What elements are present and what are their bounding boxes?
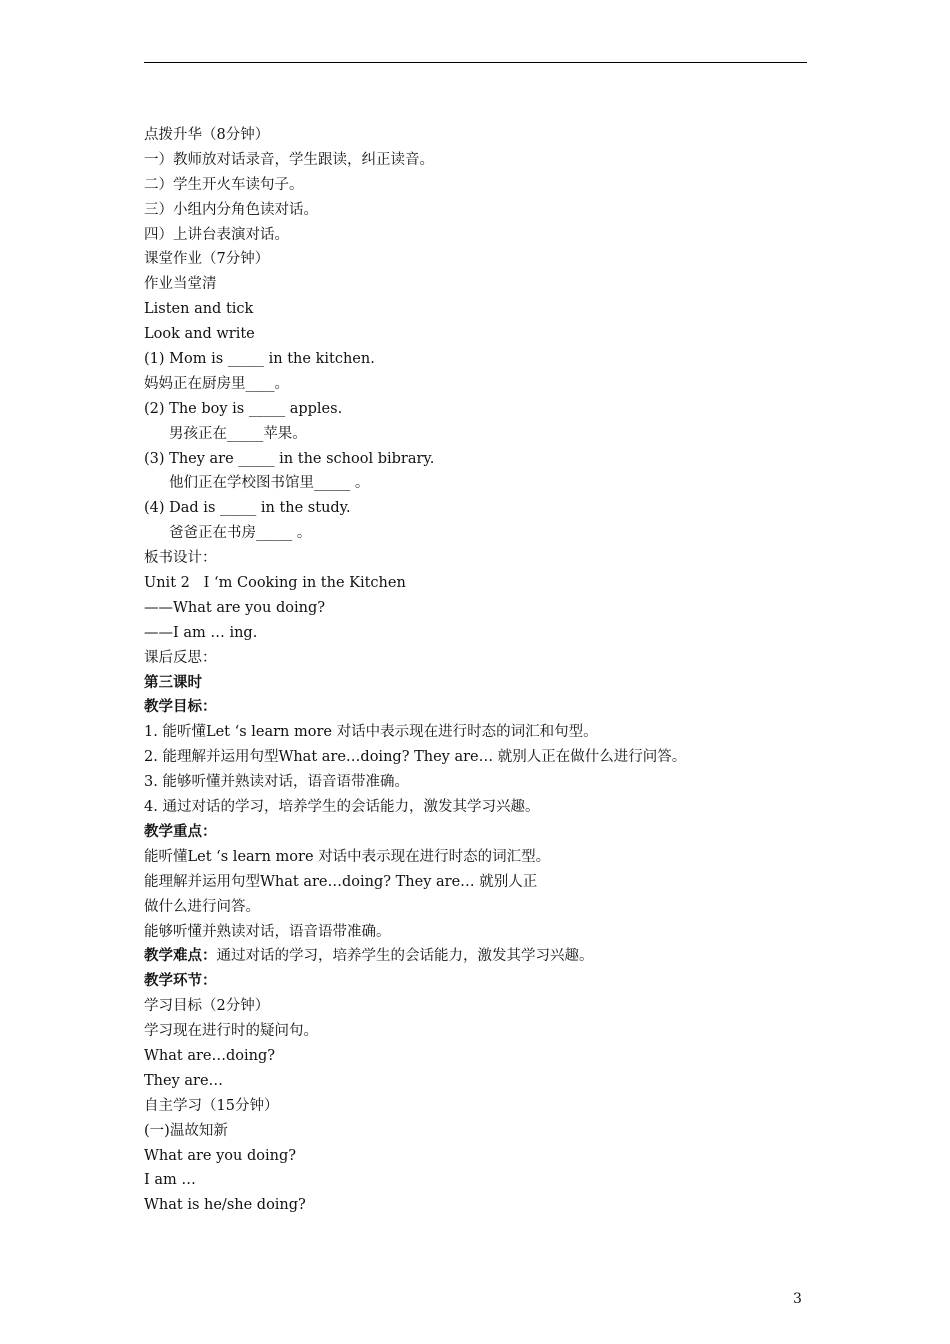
objective-item: 3. 能够听懂并熟读对话，语音语带准确。 bbox=[144, 774, 409, 791]
exercise-item: (1) Mom is _____ in the kitchen. bbox=[144, 351, 375, 368]
objective-item: 1. 能听懂Let ‘s learn more 对话中表示现在进行时态的词汇和句型。 bbox=[144, 724, 598, 741]
text-line: 二）学生开火车读句子。 bbox=[144, 176, 304, 193]
text-line: They are… bbox=[144, 1072, 224, 1089]
document-body bbox=[144, 123, 807, 1218]
text-line: ——I am … ing. bbox=[144, 624, 258, 641]
exercise-item: (2) The boy is _____ apples. bbox=[144, 400, 343, 417]
exercise-translation: 男孩正在_____苹果。 bbox=[169, 425, 307, 442]
exercise-translation: 他们正在学校图书馆里_____ 。 bbox=[169, 475, 370, 492]
text-line: Unit 2 I ‘m Cooking in the Kitchen bbox=[144, 575, 406, 592]
section-heading-procedure: 教学环节： bbox=[144, 973, 217, 990]
text-line: 一）教师放对话录音，学生跟读，纠正读音。 bbox=[144, 151, 434, 168]
text-line: Look and write bbox=[144, 326, 255, 343]
text-line: 学习现在进行时的疑问句。 bbox=[144, 1023, 318, 1040]
section-heading-key-points: 教学重点： bbox=[144, 823, 217, 840]
section-heading-board: 板书设计： bbox=[144, 550, 217, 567]
header-rule bbox=[144, 62, 807, 63]
text-line: What are you doing? bbox=[144, 1147, 297, 1164]
page-number: 3 bbox=[793, 1291, 802, 1307]
text-line: 作业当堂清 bbox=[144, 276, 217, 293]
objective-item: 2. 能理解并运用句型What are…doing? They are… 就别人正在做什么进行问答。 bbox=[144, 749, 687, 766]
section-heading-difficulty: 教学难点： bbox=[144, 948, 217, 965]
section-heading-objectives: 教学目标： bbox=[144, 699, 217, 716]
text-line: (一)温故知新 bbox=[144, 1122, 228, 1139]
section-heading-reflection: 课后反思： bbox=[144, 649, 217, 666]
text-line: 能听懂Let ‘s learn more 对话中表示现在进行时态的词汇型。 bbox=[144, 848, 551, 865]
exercise-item: (3) They are _____ in the school bibrary. bbox=[144, 450, 435, 467]
text-line: What are…doing? bbox=[144, 1047, 276, 1064]
exercise-item: (4) Dad is _____ in the study. bbox=[144, 500, 351, 517]
exercise-translation: 妈妈正在厨房里____。 bbox=[144, 375, 289, 392]
text-line: Listen and tick bbox=[144, 301, 254, 318]
text-line: 能理解并运用句型What are…doing? They are… 就别人正 bbox=[144, 873, 538, 890]
text-line: 能够听懂并熟读对话，语音语带准确。 bbox=[144, 923, 391, 940]
section-heading-guidance: 点拨升华（8分钟） bbox=[144, 127, 270, 143]
text-line: 三）小组内分角色读对话。 bbox=[144, 201, 318, 218]
objective-item: 4. 通过对话的学习，培养学生的会话能力，激发其学习兴趣。 bbox=[144, 799, 540, 816]
difficulty-line bbox=[144, 944, 807, 969]
text-line: 做什么进行问答。 bbox=[144, 898, 260, 915]
text-line: I am … bbox=[144, 1172, 196, 1189]
text-line: 自主学习（15分钟） bbox=[144, 1097, 279, 1114]
lesson-heading: 第三课时 bbox=[144, 674, 202, 691]
text-line: 学习目标（2分钟） bbox=[144, 998, 270, 1015]
difficulty-text: 通过对话的学习，培养学生的会话能力，激发其学习兴趣。 bbox=[216, 948, 594, 965]
section-heading-classwork: 课堂作业（7分钟） bbox=[144, 251, 270, 268]
text-line: What is he/she doing? bbox=[144, 1197, 306, 1214]
text-line: ——What are you doing? bbox=[144, 599, 326, 616]
text-line: 四）上讲台表演对话。 bbox=[144, 226, 289, 243]
exercise-translation: 爸爸正在书房_____ 。 bbox=[169, 525, 312, 542]
